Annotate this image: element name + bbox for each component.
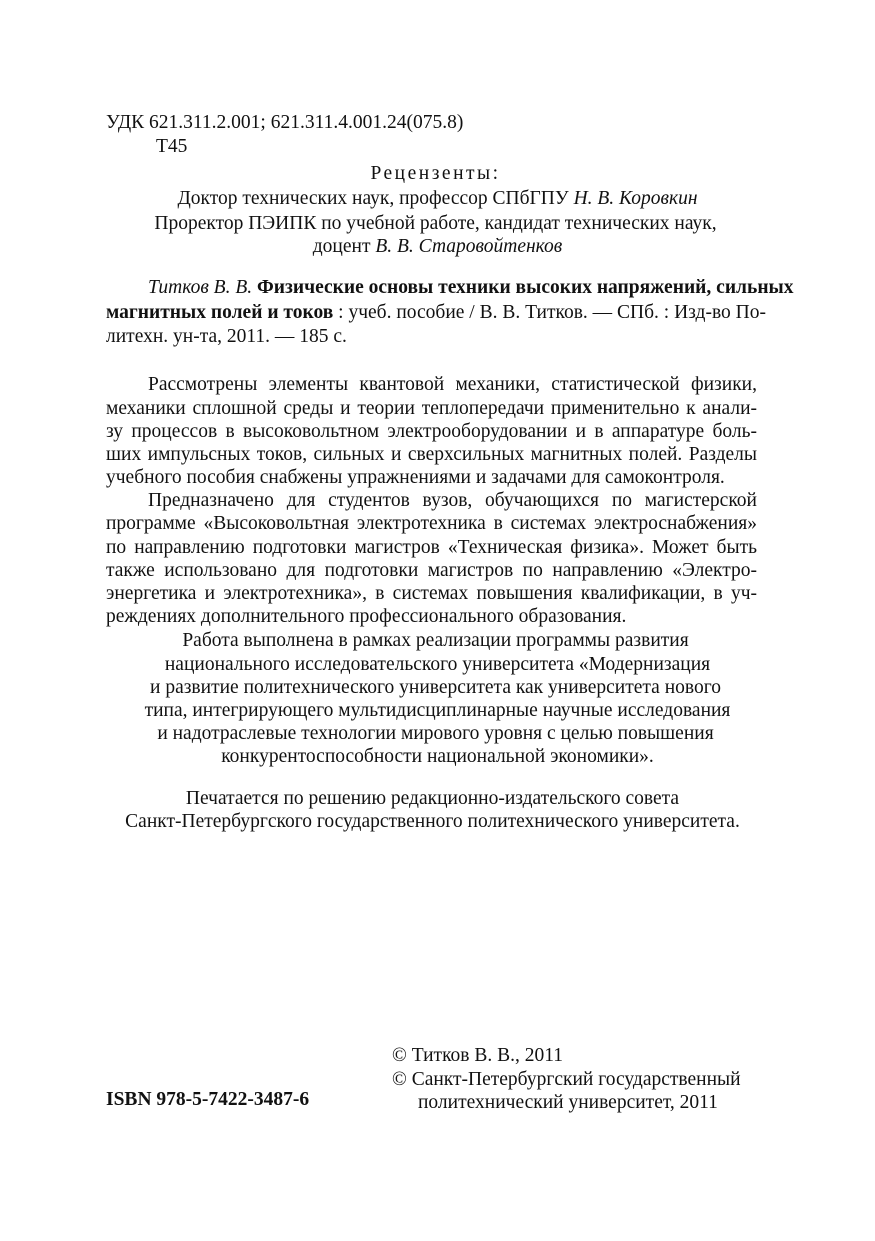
abstract-line: Рассмотрены элементы квантовой механики, статистической физики, <box>148 374 757 395</box>
citation-line-2 <box>106 302 766 324</box>
reviewer-2-position-cont: доцент <box>312 236 376 257</box>
udk-code: УДК 621.311.2.001; 621.311.4.001.24(075.8) <box>106 112 464 133</box>
abstract-line: Предназначено для студентов вузов, обучающихся по магистерской <box>148 490 757 511</box>
isbn: ISBN 978-5-7422-3487-6 <box>106 1089 310 1110</box>
program-line: и развитие политехнического университета как университета нового <box>150 677 721 698</box>
cutter-code: Т45 <box>156 136 188 157</box>
citation-title-2: магнитных полей и токов <box>106 302 334 323</box>
publish-line: Печатается по решению редакционно-издательского совета <box>185 788 680 809</box>
citation-line-3: литехн. ун-та, 2011. — 185 с. <box>106 326 347 347</box>
program-line: Работа выполнена в рамках реализации программы развития <box>182 630 689 651</box>
reviewer-2 <box>0 236 875 258</box>
citation-line-1 <box>148 277 794 299</box>
copyright-university: © Санкт-Петербургский государственный <box>392 1069 741 1090</box>
program-line: национального исследовательского университета «Модернизация <box>164 654 711 675</box>
reviewer-1 <box>0 188 875 210</box>
abstract-line: по направлению подготовки магистров «Техническая физика». Может быть <box>106 537 757 558</box>
program-line: конкурентоспособности национальной экономики». <box>221 746 654 767</box>
abstract-line: также использовано для подготовки магистров по направлению «Электро- <box>106 560 757 581</box>
abstract-line: программе «Высоковольтная электротехника в системах электроснабжения» <box>106 513 757 534</box>
citation-author: Титков В. В. <box>148 277 253 298</box>
abstract-line: ших импульсных токов, сильных и сверхсильных магнитных полей. Разделы <box>106 444 757 465</box>
reviewer-2-position: Проректор ПЭИПК по учебной работе, кандидат технических наук, <box>154 213 717 234</box>
program-line: типа, интегрирующего мультидисциплинарные научные исследования <box>144 700 731 721</box>
reviewer-2-name: В. В. Старовойтенков <box>375 236 563 257</box>
copyright-university-cont: политехнический университет, 2011 <box>418 1092 718 1113</box>
abstract-line: энергетика и электротехника», в системах повышения квалификации, в уч- <box>106 583 757 604</box>
copyright-author: © Титков В. В., 2011 <box>392 1045 564 1066</box>
program-line: и надотраслевые технологии мирового уровня с целью повышения <box>157 723 714 744</box>
abstract-line: реждениях дополнительного профессионального образования. <box>106 606 627 627</box>
citation-imprint: : учеб. пособие / В. В. Титков. — СПб. : Изд-во По- <box>333 302 766 323</box>
reviewers-heading: Рецензенты: <box>370 163 501 184</box>
publish-line: Санкт-Петербургского государственного политехнического университета. <box>125 811 740 832</box>
abstract-line: механики сплошной среды и теории теплопередачи применительно к анали- <box>106 398 757 419</box>
citation-title-1: Физические основы техники высоких напряжений, сильных <box>257 277 794 298</box>
abstract-line: зу процессов в высоковольтном электрооборудовании и в аппаратуре боль- <box>106 421 757 442</box>
reviewer-1-position: Доктор технических наук, профессор СПбГПУ <box>177 188 574 209</box>
abstract-line: учебного пособия снабжены упражнениями и задачами для самоконтроля. <box>106 467 725 488</box>
reviewer-1-name: Н. В. Коровкин <box>573 188 698 209</box>
